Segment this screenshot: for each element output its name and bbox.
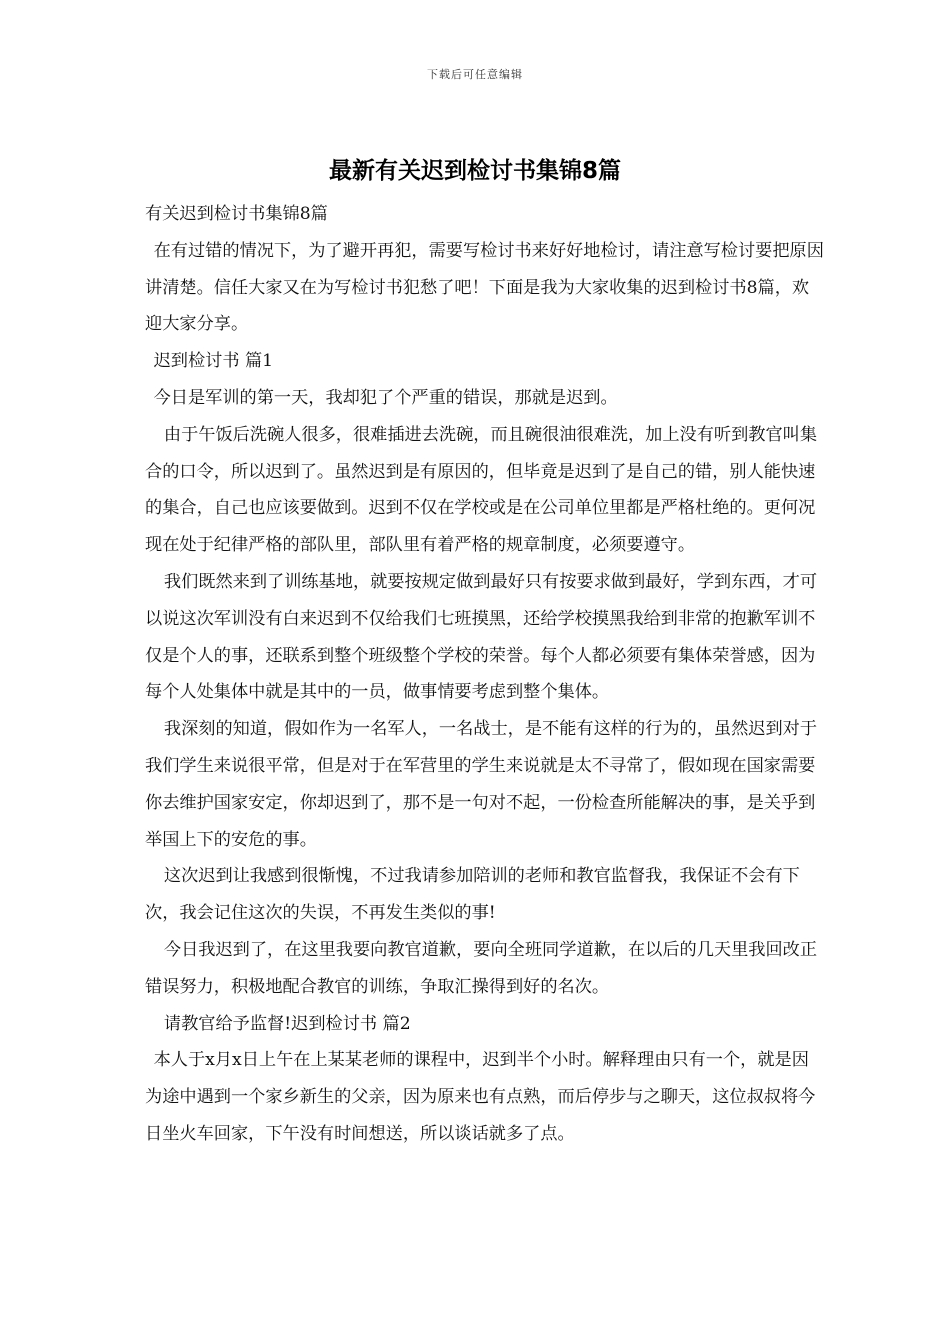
paragraph-subtitle: 有关迟到检讨书集锦8篇 <box>145 204 328 224</box>
section-heading-1: 迟到检讨书 篇1 <box>153 351 274 372</box>
document-title: 最新有关迟到检讨书集锦8篇 <box>328 158 621 184</box>
document-body <box>145 196 825 1153</box>
page-header-note: 下载后可任意编辑 <box>427 68 523 81</box>
paragraph: 由于午饭后洗碗人很多，很难插进去洗碗，而且碗很油很难洗，加上没有听到教官叫集合的口令，所以迟到了。虽然迟到是有原因的，但毕竟是迟到了是自己的错，别人能快速的集合，自己也应该要做到。迟到不仅在学校或是在公司单位里都是严格杜绝的。更何况现在处于纪律严格的部队里，部队里有着严格的规章制度，必须要遵守。 <box>145 424 818 556</box>
paragraph: 本人于x月x日上午在上某某老师的课程中，迟到半个小时。解释理由只有一个，就是因为途中遇到一个家乡新生的父亲，因为原来也有点熟，而后停步与之聊天，这位叔叔将今日坐火车回家，下午没有时间想送，所以谈话就多了点。 <box>145 1050 816 1144</box>
paragraph: 我们既然来到了训练基地，就要按规定做到最好只有按要求做到最好，学到东西，才可以说这次军训没有白来迟到不仅给我们七班摸黑，还给学校摸黑我给到非常的抱歉军训不仅是个人的事，还联系到整个班级整个学校的荣誉。每个人都必须要有集体荣誉感，因为每个人处集体中就是其中的一员，做事情要考虑到整个集体。 <box>145 571 818 703</box>
section-heading-2: 请教官给予监督!迟到检讨书 篇2 <box>163 1013 411 1034</box>
paragraph-intro: 在有过错的情况下，为了避开再犯，需要写检讨书来好好地检讨，请注意写检讨要把原因讲清楚。信任大家又在为写检讨书犯愁了吧！下面是我为大家收集的迟到检讨书8篇，欢迎大家分享。 <box>145 240 824 335</box>
paragraph: 今日我迟到了，在这里我要向教官道歉，要向全班同学道歉，在以后的几天里我回改正错误努力，积极地配合教官的训练，争取汇操得到好的名次。 <box>145 939 818 997</box>
paragraph: 今日是军训的第一天，我却犯了个严重的错误，那就是迟到。 <box>153 387 618 408</box>
paragraph: 这次迟到让我感到很惭愧，不过我请参加陪训的老师和教官监督我，我保证不会有下次，我会记住这次的失误，不再发生类似的事! <box>145 866 800 924</box>
paragraph: 我深刻的知道，假如作为一名军人，一名战士，是不能有这样的行为的，虽然迟到对于我们学生来说很平常，但是对于在军营里的学生来说就是太不寻常了，假如现在国家需要你去维护国家安定，你却迟到了，那不是一句对不起，一份检查所能解决的事，是关乎到举国上下的安危的事。 <box>145 719 818 850</box>
